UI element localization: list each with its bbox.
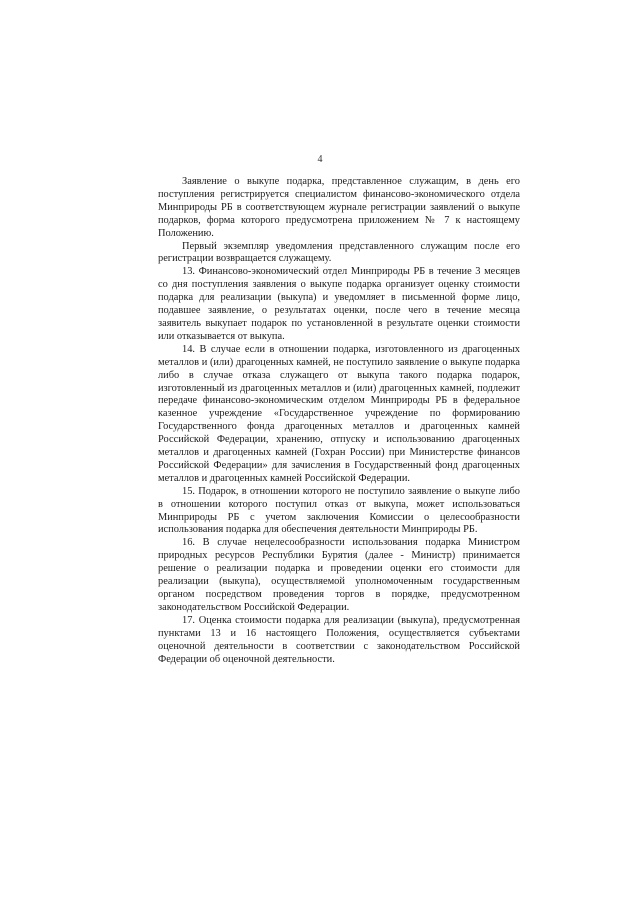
paragraph-item-16: 16. В случае нецелесообразности использования подарка Министром природных ресурсов Республики Бурятия (далее - Министр) принимается решение о реализации подарка и проведении оценки его стоимости для реализации (выкупа), осуществляемой уполномоченным государственным органом посредством проведения торгов в порядке, предусмотренном законодательством Российской Федерации. [158, 537, 520, 613]
paragraph-notification-return: Первый экземпляр уведомления представленного служащим после его регистрации возвращается служащему. [158, 240, 520, 265]
paragraph-item-13: 13. Финансово-экономический отдел Минприроды РБ в течение 3 месяцев со дня поступления заявления о выкупе подарка организует оценку стоимости подарка для реализации (выкупа) и уведомляет в письменной форме лицо, подавшее заявление, о результатах оценки, после чего в течение месяца заявитель выкупает подарок по установленной в результате оценки стоимости или отказывается от выкупа. [158, 266, 520, 342]
document-body [158, 176, 520, 666]
paragraph-item-15: 15. Подарок, в отношении которого не поступило заявление о выкупе либо в отношении которого поступил отказ от выкупа, может использоваться Минприроды РБ с учетом заключения Комиссии о целесообразности использования подарка для обеспечения деятельности Минприроды РБ. [158, 485, 520, 536]
paragraph-application-registration: Заявление о выкупе подарка, представленное служащим, в день его поступления регистрируется специалистом финансово-экономического отдела Минприроды РБ в соответствующем журнале регистрации заявлений о выкупе подарков, форма которого предусмотрена приложением № 7 к настоящему Положению. [158, 176, 520, 239]
paragraph-item-17: 17. Оценка стоимости подарка для реализации (выкупа), предусмотренная пунктами 13 и 16 настоящего Положения, осуществляется субъектами оценочной деятельности в соответствии с законодательством Российской Федерации об оценочной деятельности. [158, 614, 520, 665]
page-number: 4 [317, 154, 323, 165]
paragraph-item-14: 14. В случае если в отношении подарка, изготовленного из драгоценных металлов и (или) драгоценных камней, не поступило заявление о выкупе подарка либо в случае отказа служащего от выкупа такого подарка подарок, изготовленный из драгоценных металлов и (или) драгоценных камней, подлежит передаче финансово-экономическим отделом Минприроды РБ в федеральное казенное учреждение «Государственное учреждение по формированию Государственного фонда драгоценных металлов и драгоценных камней Российской Федерации, хранению, отпуску и использованию драгоценных металлов и драгоценных камней (Гохран России) при Министерстве финансов Российской Федерации» для зачисления в Государственный фонд драгоценных металлов и драгоценных камней Российской Федерации. [158, 343, 520, 484]
